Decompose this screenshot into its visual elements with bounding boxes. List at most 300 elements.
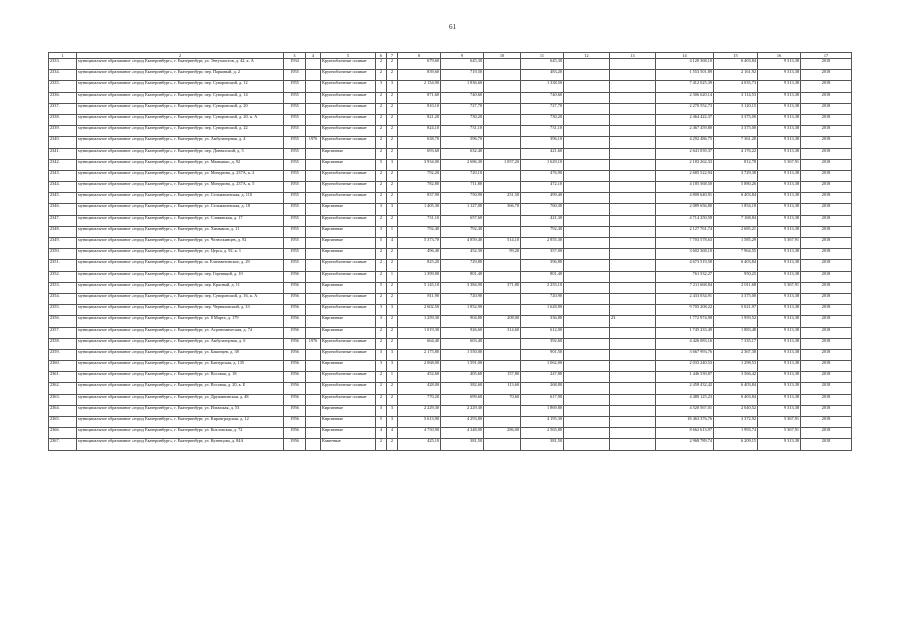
table-cell: 3	[387, 204, 398, 215]
table-row	[49, 59, 852, 70]
table-cell: 2 367,38	[714, 349, 758, 360]
table-cell	[306, 59, 321, 70]
table-cell: 2	[376, 170, 387, 181]
table-row	[49, 417, 852, 428]
table-cell: 2334.	[49, 70, 77, 81]
table-cell: 1	[387, 372, 398, 383]
table-cell: 9 313,38	[758, 349, 801, 360]
table-cell	[306, 327, 321, 338]
table-cell	[564, 159, 610, 170]
table-cell: 750,90	[441, 193, 484, 204]
table-cell	[306, 282, 321, 293]
table-cell: 4	[376, 428, 387, 439]
table-cell: 2 229,30	[398, 405, 441, 416]
table-cell: 1956	[284, 383, 306, 394]
table-cell: 496,40	[398, 249, 441, 260]
table-cell: 1 399,00	[398, 271, 441, 282]
table-cell: 3	[376, 81, 387, 92]
table-cell: муниципальное образование «город Екатеринбург», г. Екатеринбург, пер. Черняховский, д. 33	[77, 305, 284, 316]
table-cell: 2	[387, 316, 398, 327]
table-cell: 2018	[801, 372, 852, 383]
table-cell: 2	[387, 293, 398, 304]
table-cell: 2018	[801, 349, 852, 360]
table-cell	[484, 103, 521, 114]
table-cell: 1955	[284, 70, 306, 81]
table-row	[49, 338, 852, 349]
table-cell	[564, 81, 610, 92]
table-cell: 2018	[801, 293, 852, 304]
table-cell: 2	[387, 439, 398, 450]
table-cell: 2018	[801, 238, 852, 249]
table-row	[49, 226, 852, 237]
table-cell: 3	[376, 405, 387, 416]
table-cell: 1 127,00	[441, 204, 484, 215]
table-cell: 3	[387, 81, 398, 92]
table-cell: 5 367,91	[758, 238, 801, 249]
table-cell: 2364.	[49, 405, 77, 416]
table-cell: 3	[387, 159, 398, 170]
table-cell: 1956	[284, 316, 306, 327]
table-cell	[564, 92, 610, 103]
table-cell: 9 705 208,22	[656, 305, 714, 316]
table-cell: 2018	[801, 103, 852, 114]
table-cell: 2	[387, 170, 398, 181]
table-cell	[484, 59, 521, 70]
table-cell: 5	[376, 282, 387, 293]
table-cell	[306, 260, 321, 271]
table-cell	[610, 170, 656, 181]
table-cell	[564, 114, 610, 125]
table-cell: 405,60	[441, 372, 484, 383]
table-cell: 9 313,38	[758, 293, 801, 304]
table-cell: 6 403,84	[714, 59, 758, 70]
table-cell	[610, 394, 656, 405]
table-cell: 2	[387, 193, 398, 204]
table-cell: муниципальное образование «город Екатеринбург», г. Екатеринбург, пер. Суворовский, д. 12	[77, 81, 284, 92]
table-cell: 9 313,38	[758, 182, 801, 193]
table-cell	[306, 316, 321, 327]
table-cell: Крупноблочные силикат	[321, 394, 376, 405]
table-cell: 2337.	[49, 103, 77, 114]
table-cell: 2	[387, 282, 398, 293]
table-cell: 9 313,38	[758, 394, 801, 405]
table-cell	[306, 226, 321, 237]
table-cell: Кирпичные	[321, 204, 376, 215]
table-cell	[610, 405, 656, 416]
table-cell: 208,00	[484, 316, 521, 327]
table-cell: 9 313,38	[758, 361, 801, 372]
table-cell: 5	[376, 238, 387, 249]
table-cell: 1956	[284, 394, 306, 405]
table-cell: 18 463 376,76	[656, 417, 714, 428]
table-cell: Каменные	[321, 439, 376, 450]
table-cell: 3	[387, 349, 398, 360]
table-cell: 499,40	[521, 193, 564, 204]
table-cell: 1 836,60	[441, 81, 484, 92]
table-cell: 2 255,10	[521, 282, 564, 293]
table-cell: 839,60	[398, 70, 441, 81]
table-cell: 2 154,90	[398, 81, 441, 92]
table-cell: 2	[387, 327, 398, 338]
table-cell: 9 313,38	[758, 148, 801, 159]
table-cell: Кирпичные	[321, 148, 376, 159]
table-cell: 2 685 522,94	[656, 170, 714, 181]
table-cell: 3	[387, 361, 398, 372]
table-cell	[564, 316, 610, 327]
column-header: 4	[306, 53, 321, 59]
table-cell: Кирпичные	[321, 428, 376, 439]
table-cell	[564, 349, 610, 360]
table-cell	[484, 361, 521, 372]
table-cell: 2363.	[49, 394, 77, 405]
table-cell: 4 520 567,01	[656, 405, 714, 416]
table-cell: 801,40	[441, 271, 484, 282]
table-cell: 1 772 974,98	[656, 316, 714, 327]
table-cell	[484, 293, 521, 304]
table-cell: 3 114,53	[714, 92, 758, 103]
table-cell: 2	[376, 114, 387, 125]
table-cell: 357,00	[521, 249, 564, 260]
table-cell: 2341.	[49, 148, 77, 159]
table-cell: 7 168,84	[714, 215, 758, 226]
table-cell: 4 859,40	[441, 238, 484, 249]
table-cell: 2335.	[49, 81, 77, 92]
table-cell	[610, 383, 656, 394]
table-cell: 740,60	[521, 92, 564, 103]
table-cell	[610, 193, 656, 204]
table-cell	[610, 271, 656, 282]
table-cell: 2018	[801, 204, 852, 215]
table-cell: 5 021,97	[714, 305, 758, 316]
table-cell: 3 120,15	[714, 103, 758, 114]
table-cell: 731,10	[398, 215, 441, 226]
table-cell: 901,50	[521, 349, 564, 360]
table-cell: 1956	[284, 405, 306, 416]
table-cell	[484, 126, 521, 137]
table-cell: 2	[376, 182, 387, 193]
table-cell: 9 313,38	[758, 316, 801, 327]
table-cell	[484, 305, 521, 316]
table-cell: 421,60	[521, 148, 564, 159]
table-cell: 1 057,20	[484, 159, 521, 170]
table-cell: 1934	[284, 59, 306, 70]
table-cell	[610, 260, 656, 271]
table-cell: муниципальное образование «город Екатеринбург», г. Екатеринбург, ул. Восовая, д. 18	[77, 372, 284, 383]
table-cell: 392,60	[521, 338, 564, 349]
table-cell	[484, 271, 521, 282]
table-cell: 3	[387, 417, 398, 428]
table-cell: муниципальное образование «город Екатеринбург», г. Екатеринбург, ул. Сельмашевская, д. 110	[77, 193, 284, 204]
table-cell: 5 373,70	[398, 238, 441, 249]
table-cell: 2	[376, 103, 387, 114]
table-cell	[484, 92, 521, 103]
table-cell: 4 750,90	[398, 428, 441, 439]
table-cell: 1 550,00	[441, 349, 484, 360]
table-cell: муниципальное образование «город Екатеринбург», г. Екатеринбург, ул. Энтузиастов, д. 42, к. А	[77, 59, 284, 70]
table-cell: 472,10	[521, 182, 564, 193]
table-cell	[564, 271, 610, 282]
table-cell	[306, 204, 321, 215]
table-cell: 2018	[801, 70, 852, 81]
table-cell: 2339.	[49, 126, 77, 137]
table-row	[49, 114, 852, 125]
table-cell: 4 426 083,16	[656, 338, 714, 349]
table-cell: 2	[376, 92, 387, 103]
table-cell: муниципальное образование «город Екатеринбург», г. Екатеринбург, пер. Донвалский, д. 5	[77, 148, 284, 159]
table-cell: 2 127 761,74	[656, 226, 714, 237]
table-row	[49, 182, 852, 193]
table-cell	[306, 215, 321, 226]
table-cell: 2018	[801, 361, 852, 372]
table-cell: 6 403,84	[714, 193, 758, 204]
column-header: 14	[656, 53, 714, 59]
table-cell: 2	[387, 394, 398, 405]
table-cell: 1955	[284, 215, 306, 226]
table-cell	[484, 81, 521, 92]
table-cell: 2362.	[49, 383, 77, 394]
table-cell	[484, 182, 521, 193]
table-cell	[564, 293, 610, 304]
table-cell: 5 145,10	[398, 282, 441, 293]
table-cell: 3 667 993,76	[656, 349, 714, 360]
table-cell: 5 367,91	[758, 417, 801, 428]
table-cell	[610, 226, 656, 237]
table-cell	[564, 417, 610, 428]
table-cell: 2333.	[49, 59, 77, 70]
table-cell: 2018	[801, 405, 852, 416]
table-cell	[564, 182, 610, 193]
table-cell: 7 964,55	[714, 249, 758, 260]
table-cell: Кирпичные	[321, 226, 376, 237]
table-cell: 4 808 640,91	[656, 193, 714, 204]
table-cell: 4	[387, 238, 398, 249]
table-cell: 727,70	[441, 103, 484, 114]
table-cell	[564, 338, 610, 349]
table-cell: 825,20	[398, 260, 441, 271]
table-cell: Крупноблочные силикат	[321, 114, 376, 125]
table-cell: Крупноблочные силикат	[321, 103, 376, 114]
table-cell: 1	[387, 271, 398, 282]
table-cell: 2018	[801, 126, 852, 137]
table-cell: 2346.	[49, 204, 77, 215]
table-row	[49, 238, 852, 249]
table-cell	[610, 428, 656, 439]
table-row	[49, 137, 852, 148]
table-cell: 1 883,48	[714, 327, 758, 338]
table-cell	[306, 293, 321, 304]
table-cell: Крупноблочные силикат	[321, 59, 376, 70]
table-cell: 2358.	[49, 338, 77, 349]
table-cell: 1956	[284, 361, 306, 372]
table-cell	[484, 215, 521, 226]
table-cell	[306, 238, 321, 249]
table-cell: 1955	[284, 103, 306, 114]
table-cell: 2 602,50	[398, 305, 441, 316]
table-cell: 2	[376, 394, 387, 405]
table-cell: 2	[376, 293, 387, 304]
table-cell: 2018	[801, 417, 852, 428]
table-row	[49, 394, 852, 405]
table-cell: 2 433 034,91	[656, 293, 714, 304]
table-cell: 2018	[801, 439, 852, 450]
table-cell: 2 033 240,53	[656, 361, 714, 372]
table-cell: 3	[376, 361, 387, 372]
table-cell: 99,20	[484, 249, 521, 260]
table-row	[49, 349, 852, 360]
table-cell: 2 968 789,74	[656, 439, 714, 450]
table-cell: 3	[376, 316, 387, 327]
table-cell: 2348.	[49, 226, 77, 237]
table-cell: 821,20	[398, 114, 441, 125]
table-cell: 251,50	[484, 193, 521, 204]
table-cell: 2	[387, 215, 398, 226]
table-cell: муниципальное образование «город Екатеринбург», г. Екатеринбург, ул. Мичурина, д. 237А, к. 2	[77, 170, 284, 181]
table-cell: 926,60	[441, 327, 484, 338]
table-cell: муниципальное образование «город Екатеринбург», г. Екатеринбург, ул. Сельмашевская, д. 18	[77, 204, 284, 215]
table-cell: 9 313,38	[758, 305, 801, 316]
table-row	[49, 170, 852, 181]
table-cell: 113,60	[484, 383, 521, 394]
table-cell	[610, 204, 656, 215]
table-cell	[564, 137, 610, 148]
table-cell	[564, 405, 610, 416]
table-cell: 483,20	[521, 70, 564, 81]
table-cell: 9 313,38	[758, 137, 801, 148]
table-cell: 1 959,52	[714, 316, 758, 327]
table-cell: 2	[387, 70, 398, 81]
table-cell: 1955	[284, 114, 306, 125]
table-cell: 1956	[284, 439, 306, 450]
table-cell: Крупноблочные силикат	[321, 271, 376, 282]
data-table	[48, 52, 852, 451]
table-cell: муниципальное образование «город Екатеринбург», г. Екатеринбург, ул. Челюскинцев, д. 92	[77, 238, 284, 249]
table-cell: 425,10	[398, 439, 441, 450]
table-cell: 2018	[801, 327, 852, 338]
table-cell: 811,90	[398, 293, 441, 304]
table-cell	[610, 126, 656, 137]
table-cell: 1955	[284, 249, 306, 260]
table-cell: муниципальное образование «город Екатеринбург», г. Екатеринбург, ш. Елизаветинское, д. 29	[77, 260, 284, 271]
table-cell: 2 068,00	[398, 361, 441, 372]
table-cell	[564, 226, 610, 237]
table-cell: 157,80	[484, 372, 521, 383]
table-cell: 9 313,38	[758, 114, 801, 125]
table-cell: Кирпичные	[321, 417, 376, 428]
table-row	[49, 271, 852, 282]
table-cell: 6 209,15	[714, 439, 758, 450]
table-cell	[564, 428, 610, 439]
table-cell	[484, 417, 521, 428]
table-cell	[306, 417, 321, 428]
table-cell: 720,10	[441, 170, 484, 181]
table-cell	[564, 103, 610, 114]
table-cell: Крупноблочные силикат	[321, 305, 376, 316]
table-cell: муниципальное образование «город Екатеринбург», г. Екатеринбург, пер. Суворовский, д. 16, к. А	[77, 293, 284, 304]
table-cell: 514,10	[484, 238, 521, 249]
table-cell: 2351.	[49, 260, 77, 271]
table-cell: 2	[376, 338, 387, 349]
table-cell: 2	[376, 372, 387, 383]
table-cell: Кирпичные	[321, 327, 376, 338]
table-cell: 740,60	[441, 92, 484, 103]
table-cell: 2	[376, 271, 387, 282]
table-cell: 9 313,38	[758, 170, 801, 181]
table-cell: 1956	[284, 327, 306, 338]
table-cell: 603,40	[441, 338, 484, 349]
table-cell: 371,80	[484, 282, 521, 293]
table-cell: 792,40	[398, 226, 441, 237]
table-cell	[306, 349, 321, 360]
table-cell: 2018	[801, 260, 852, 271]
table-cell	[484, 170, 521, 181]
table-cell: 2018	[801, 148, 852, 159]
table-cell: 3	[376, 349, 387, 360]
table-cell: 2338.	[49, 114, 77, 125]
table-cell: 2018	[801, 394, 852, 405]
table-cell: 8 662 613,97	[656, 428, 714, 439]
table-cell: 382,60	[441, 383, 484, 394]
table-cell: 4	[387, 428, 398, 439]
table-cell: 730,20	[521, 114, 564, 125]
table-cell: 1955	[284, 238, 306, 249]
table-cell	[564, 361, 610, 372]
table-cell: 452,30	[441, 249, 484, 260]
table-cell: Кирпичные	[321, 405, 376, 416]
table-cell	[306, 148, 321, 159]
table-cell: 9 313,38	[758, 249, 801, 260]
table-row	[49, 428, 852, 439]
table-cell	[306, 361, 321, 372]
table-cell: 596,70	[441, 137, 484, 148]
column-header: 7	[387, 53, 398, 59]
table-cell	[564, 260, 610, 271]
table-row	[49, 383, 852, 394]
table-cell: 731,10	[521, 126, 564, 137]
table-cell: 2 306 620,14	[656, 92, 714, 103]
table-cell: 2	[387, 114, 398, 125]
table-row	[49, 70, 852, 81]
table-cell	[306, 305, 321, 316]
table-cell: 810,10	[398, 103, 441, 114]
table-cell: 4 480 125,23	[656, 394, 714, 405]
table-cell: 9 313,38	[758, 372, 801, 383]
table-cell: 1 585,29	[714, 238, 758, 249]
table-cell: 2018	[801, 114, 852, 125]
table-cell	[610, 159, 656, 170]
table-cell: 2336.	[49, 92, 77, 103]
table-cell: 2018	[801, 338, 852, 349]
table-cell: Кирпичные	[321, 361, 376, 372]
table-cell: 950,25	[714, 271, 758, 282]
table-cell: 1 019,30	[398, 327, 441, 338]
table-cell	[564, 204, 610, 215]
table-cell: 1955	[284, 137, 306, 148]
table-cell: 2	[387, 137, 398, 148]
table-cell: 9 313,38	[758, 92, 801, 103]
table-cell: 711,80	[441, 182, 484, 193]
table-cell: 70,60	[484, 394, 521, 405]
table-cell	[564, 148, 610, 159]
table-cell: 2 229,30	[441, 405, 484, 416]
table-cell: 2018	[801, 383, 852, 394]
table-row	[49, 327, 852, 338]
table-cell: 730,20	[441, 114, 484, 125]
table-cell: 9 313,38	[758, 327, 801, 338]
table-cell: 9 313,38	[758, 193, 801, 204]
table-row	[49, 405, 852, 416]
table-cell: 3	[387, 305, 398, 316]
table-cell: 2018	[801, 226, 852, 237]
